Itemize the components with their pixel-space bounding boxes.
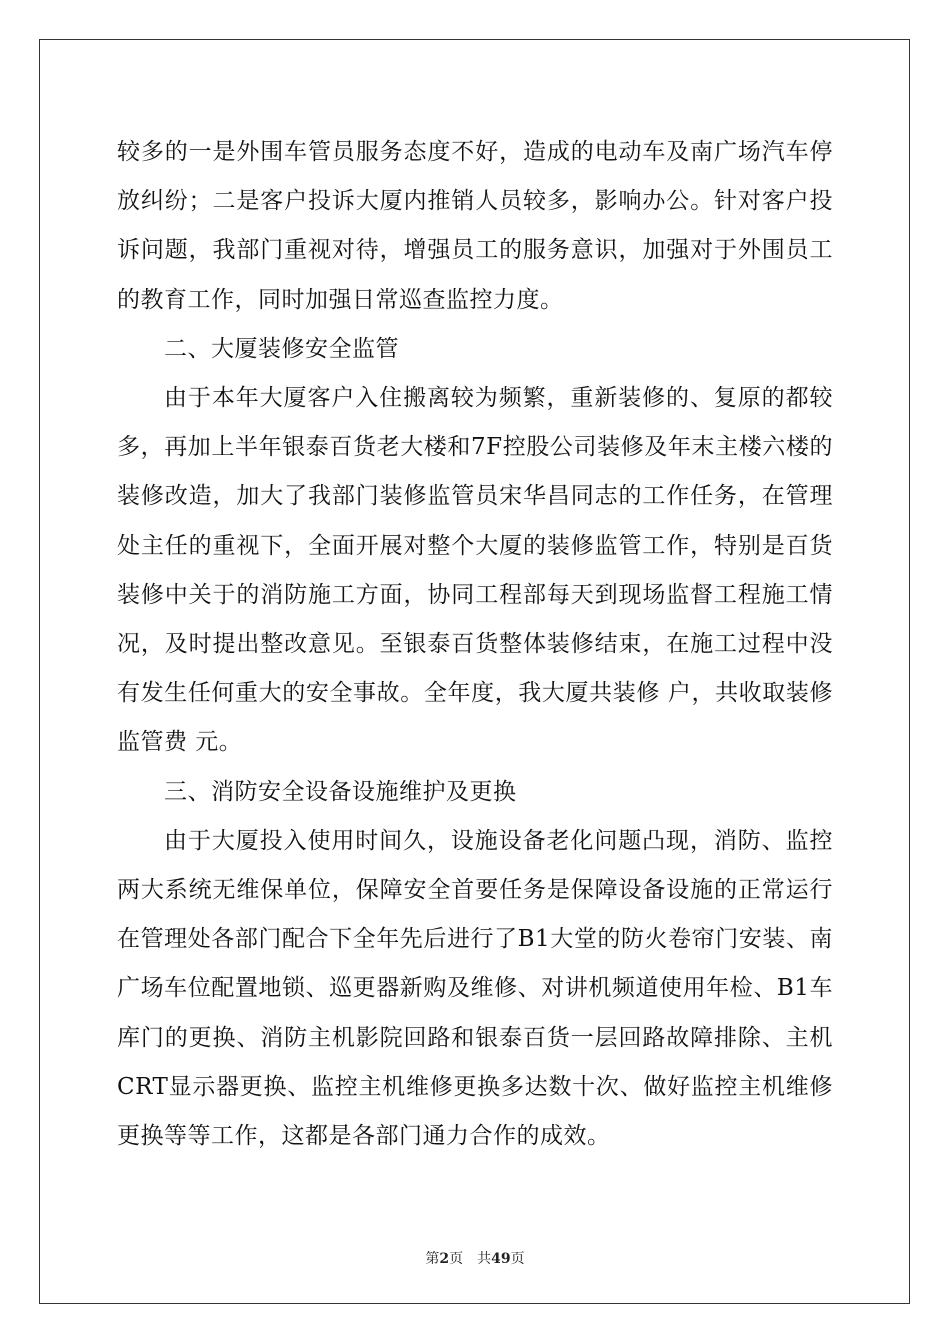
page-prefix: 第: [425, 1251, 440, 1267]
total-pages: 49: [491, 1251, 511, 1267]
section-heading-3: 三、消防安全设备设施维护及更换: [164, 778, 517, 805]
paragraph-1: 较多的一是外围车管员服务态度不好，造成的电动车及南广场汽车停放纠纷；二是客户投诉大厦内推销人员较多，影响办公。针对客户投诉问题，我部门重视对待，增强员工的服务意识，加强对于外围员工的教育工作，同时加强日常巡查监控力度。: [117, 139, 833, 313]
section-heading-2: 二、大厦装修安全监管: [164, 335, 399, 362]
page-number: 2: [439, 1251, 450, 1267]
document-body: [117, 128, 833, 1161]
paragraph-2: 由于本年大厦客户入住搬离较为频繁，重新装修的、复原的都较多，再加上半年银泰百货老大楼和7F控股公司装修及年末主楼六楼的装修改造，加大了我部门装修监管员宋华昌同志的工作任务，在管理处主任的重视下，全面开展对整个大厦的装修监管工作，特别是百货装修中关于的消防施工方面，协同工程部每天到现场监督工程施工情况，及时提出整改意见。至银泰百货整体装修结束，在施工过程中没有发生任何重大的安全事故。全年度，我大厦共装修 户，共收取装修监管费 元。: [117, 385, 833, 756]
page-suffix: 页: [449, 1251, 464, 1267]
paragraph-3: 由于大厦投入使用时间久，设施设备老化问题凸现，消防、监控两大系统无维保单位，保障安全首要任务是保障设备设施的正常运行在管理处各部门配合下全年先后进行了B1大堂的防火卷帘门安装、南广场车位配置地锁、巡更器新购及维修、对讲机频道使用年检、B1车库门的更换、消防主机影院回路和银泰百货一层回路故障排除、主机CRT显示器更换、监控主机维修更换多达数十次、做好监控主机维修更换等等工作，这都是各部门通力合作的成效。: [117, 827, 833, 1150]
total-suffix: 页: [510, 1251, 525, 1267]
page-footer: [0, 1248, 950, 1268]
total-prefix: 共: [477, 1251, 492, 1267]
